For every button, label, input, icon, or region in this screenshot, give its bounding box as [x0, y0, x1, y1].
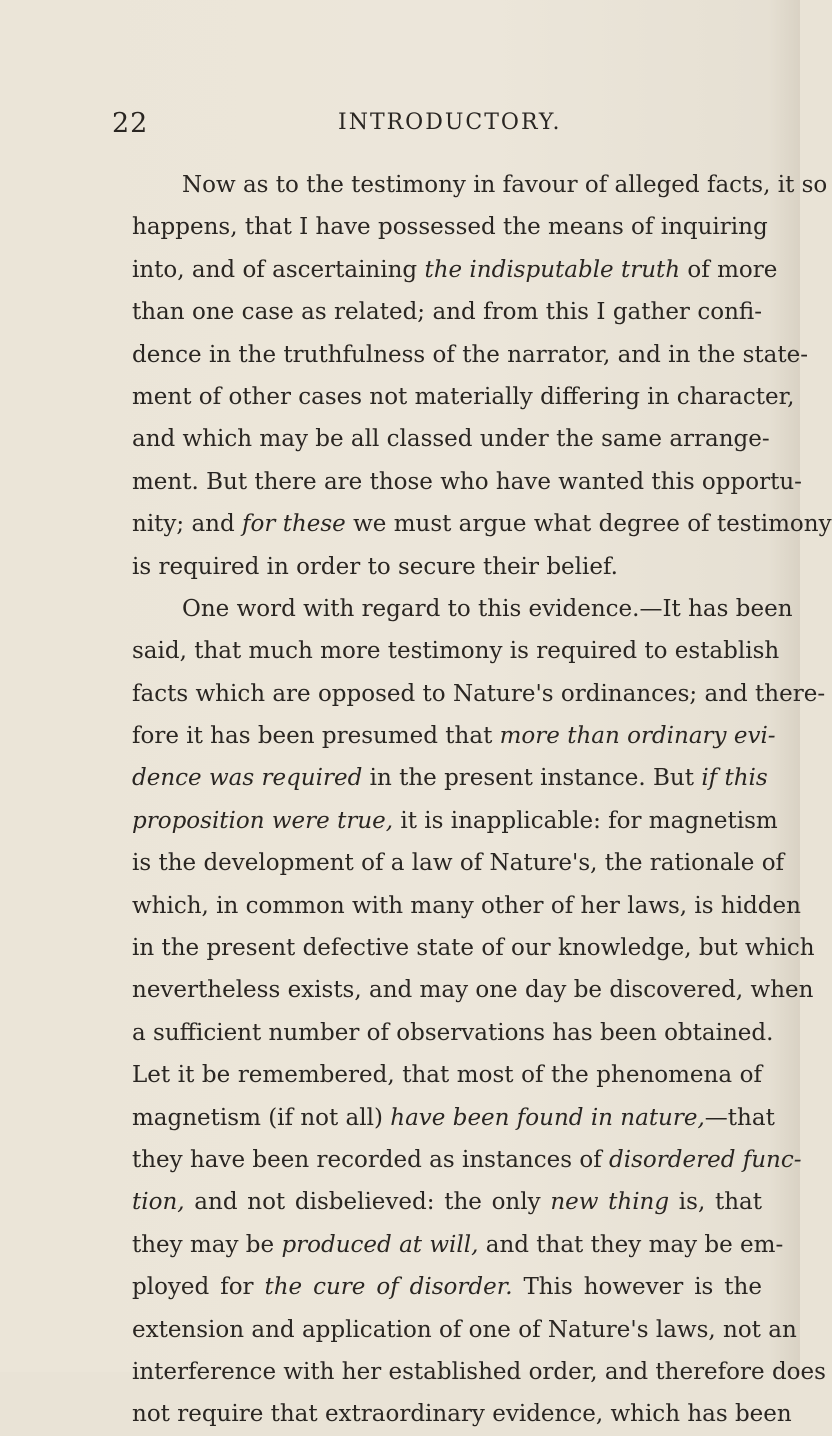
- text-run: they may be: [132, 1231, 282, 1258]
- body-text: [132, 164, 832, 1436]
- text-run: interference with her established order, and therefore does: [132, 1358, 826, 1385]
- text-line: [132, 1266, 762, 1308]
- text-run: nity; and: [132, 511, 243, 538]
- italic-run: if this: [701, 765, 768, 792]
- text-run: they have been recorded as instances of: [132, 1146, 610, 1173]
- text-line: [132, 291, 762, 333]
- italic-run: tion,: [132, 1189, 185, 1216]
- text-line: [132, 842, 785, 884]
- text-run: —that: [704, 1104, 775, 1131]
- text-line: [132, 1054, 762, 1096]
- italic-run: dence was required: [132, 765, 363, 792]
- text-run: in the present defective state of our knowledge, but which: [132, 935, 815, 962]
- italic-run: disordered func-: [609, 1146, 802, 1173]
- text-line: [132, 1097, 775, 1139]
- text-run: ployed for: [132, 1274, 265, 1301]
- text-run: than one case as related; and from this I gather confi-: [132, 299, 762, 326]
- text-run: not require that extraordinary evidence, which has been: [132, 1401, 792, 1428]
- italic-run: the indisputable truth: [424, 256, 681, 283]
- text-run: Let it be remembered, that most of the phenomena of: [132, 1062, 762, 1089]
- page-header: [112, 108, 762, 148]
- italic-run: new thing: [550, 1189, 670, 1216]
- text-line: [132, 1012, 774, 1054]
- text-run: facts which are opposed to Nature's ordinances; and there-: [132, 680, 826, 707]
- text-run: we must argue what degree of testimony: [345, 511, 832, 538]
- text-line: [132, 1351, 826, 1393]
- text-line: [132, 249, 778, 291]
- text-run: happens, that I have possessed the means of inquiring: [132, 214, 768, 241]
- text-run: One word with regard to this evidence.—It has been: [182, 595, 793, 622]
- text-line: [132, 164, 828, 206]
- text-run: is required in order to secure their belief.: [132, 553, 618, 580]
- text-line: [132, 334, 808, 376]
- text-line: [132, 715, 776, 757]
- text-line: [132, 969, 814, 1011]
- text-line: [132, 206, 768, 248]
- text-run: fore it has been presumed that: [132, 723, 500, 750]
- text-line: [132, 546, 762, 588]
- page-number: 22: [112, 108, 149, 139]
- text-run: in the present instance. But: [362, 765, 702, 792]
- text-line: [132, 418, 770, 460]
- italic-run: produced at will,: [281, 1231, 479, 1258]
- text-line: [132, 800, 778, 842]
- text-run: nevertheless exists, and may one day be discovered, when: [132, 977, 814, 1004]
- text-line: [132, 376, 795, 418]
- text-run: which, in common with many other of her laws, is hidden: [132, 892, 801, 919]
- text-run: is the development of a law of Nature's, the rationale of: [132, 850, 785, 877]
- text-line: [132, 461, 802, 503]
- text-line: [132, 1309, 797, 1351]
- text-line: [132, 503, 832, 545]
- text-run: extension and application of one of Nature's laws, not an: [132, 1316, 797, 1343]
- text-run: and that they may be em-: [478, 1231, 784, 1258]
- text-line: [132, 630, 780, 672]
- text-run: is, that: [669, 1189, 763, 1216]
- italic-run: proposition were true,: [132, 807, 394, 834]
- text-run: ment of other cases not materially differing in character,: [132, 383, 795, 410]
- text-line: [132, 885, 801, 927]
- italic-run: for these: [242, 511, 346, 538]
- text-run: and not disbelieved: the only: [184, 1189, 551, 1216]
- text-run: magnetism (if not all): [132, 1104, 391, 1131]
- text-run: a sufficient number of observations has been obtained.: [132, 1019, 774, 1046]
- text-run: This however is the: [512, 1274, 762, 1301]
- text-run: said, that much more testimony is required to establish: [132, 638, 780, 665]
- text-run: ment. But there are those who have wanted this opportu-: [132, 468, 802, 495]
- text-line: [132, 1181, 762, 1223]
- text-run: it is inapplicable: for magnetism: [393, 807, 778, 834]
- italic-run: have been found in nature,: [390, 1104, 705, 1131]
- text-run: into, and of ascertaining: [132, 256, 425, 283]
- running-head: INTRODUCTORY.: [338, 110, 562, 135]
- text-line: [132, 927, 815, 969]
- text-line: [132, 1393, 792, 1435]
- text-line: [132, 588, 793, 630]
- text-line: [132, 757, 768, 799]
- text-run: Now as to the testimony in favour of alleged facts, it so: [182, 172, 828, 198]
- italic-run: the cure of disorder.: [264, 1274, 513, 1301]
- text-line: [132, 673, 826, 715]
- text-run: of more: [680, 256, 778, 283]
- text-line: [132, 1139, 802, 1181]
- text-run: and which may be all classed under the same arrange-: [132, 426, 770, 453]
- italic-run: more than ordinary evi-: [499, 723, 776, 750]
- text-line: [132, 1224, 784, 1266]
- text-run: dence in the truthfulness of the narrator, and in the state-: [132, 341, 808, 368]
